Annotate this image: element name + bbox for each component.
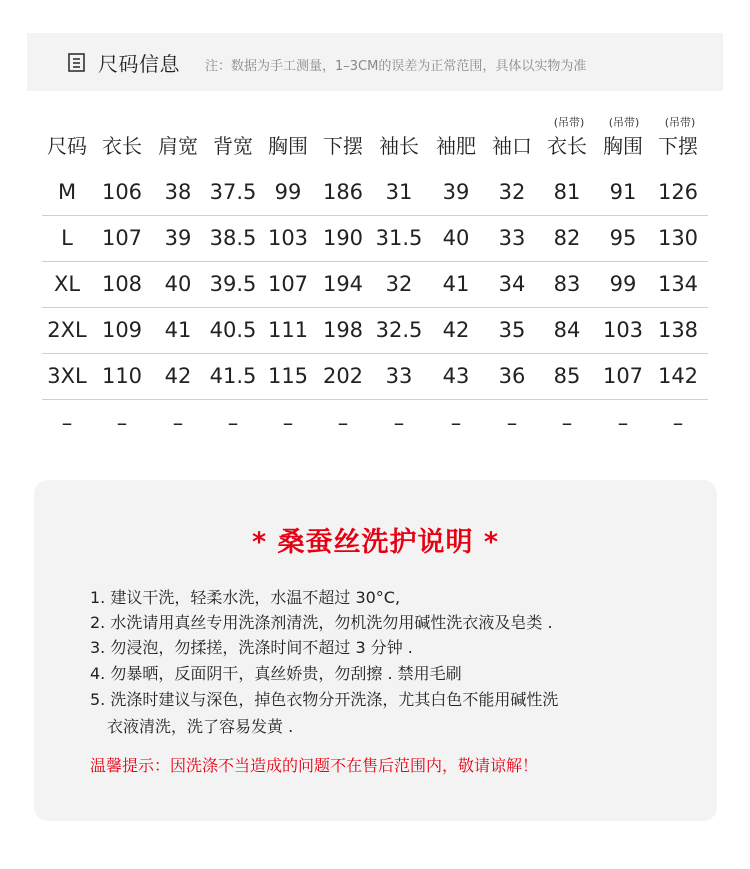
column-header: 背宽 [213,134,253,158]
table-cell: – [672,411,684,435]
table-row [42,307,708,354]
table-cell: 31 [385,180,413,204]
care-item: 1. 建议干洗，轻柔水洗，水温不超过 30°C, [90,588,401,607]
sub-label-strap: (吊带) [608,116,640,129]
table-row [42,353,708,400]
table-cell: 99 [274,180,302,204]
table-cell: 103 [602,318,644,342]
table-cell: – [227,411,239,435]
care-item: 3. 勿浸泡，勿揉搓，洗涤时间不超过 3 分钟 . [90,638,413,657]
column-header: 肩宽 [158,134,198,158]
table-cell: 81 [553,180,581,204]
column-header: 袖口 [492,134,532,158]
table-cell: 194 [322,272,364,296]
table-cell: 41 [164,318,192,342]
table-cell: 107 [267,272,309,296]
table-cell: – [61,411,73,435]
table-cell: 32 [498,180,526,204]
table-cell: 36 [498,364,526,388]
table-cell: L [61,226,73,250]
table-cell: – [561,411,573,435]
column-header: 衣长 [547,134,587,158]
table-cell: 3XL [47,364,87,388]
column-header: 胸围 [603,134,643,158]
table-cell: 41.5 [209,364,257,388]
table-cell: 41 [442,272,470,296]
table-cell: 108 [101,272,143,296]
table-cell: 107 [101,226,143,250]
table-cell: M [57,180,77,204]
care-item: 2. 水洗请用真丝专用洗涤剂清洗，勿机洗勿用碱性洗衣液及皂类 . [90,613,553,632]
table-cell: 42 [164,364,192,388]
table-cell: 84 [553,318,581,342]
warm-tip: 温馨提示：因洗涤不当造成的问题不在售后范围内，敬请谅解！ [90,756,539,775]
column-header: 袖长 [379,134,419,158]
column-header: 袖肥 [436,134,476,158]
table-cell: 34 [498,272,526,296]
table-cell: 202 [322,364,364,388]
table-cell: 37.5 [209,180,257,204]
size-info-header [27,33,723,91]
table-cell: 40 [442,226,470,250]
table-cell: – [337,411,349,435]
table-cell: 106 [101,180,143,204]
column-header: 衣长 [102,134,142,158]
table-cell: 43 [442,364,470,388]
column-header: 尺码 [47,134,87,158]
table-row [42,169,708,216]
table-cell: – [282,411,294,435]
care-title: * 桑蚕丝洗护说明 * [251,527,500,558]
table-cell: 130 [657,226,699,250]
table-cell: 42 [442,318,470,342]
table-cell: 38 [164,180,192,204]
sub-label-strap: (吊带) [553,116,585,129]
care-item: 4. 勿暴晒，反面阴干，真丝娇贵，勿刮擦 . 禁用毛刷 [90,664,462,683]
table-cell: 99 [609,272,637,296]
table-cell: 107 [602,364,644,388]
table-cell: 111 [267,318,309,342]
table-cell: 38.5 [209,226,257,250]
measurement-note: 注：数据为手工测量，1–3CM的误差为正常范围，具体以实物为准 [205,59,587,74]
table-cell: – [172,411,184,435]
table-cell: 32.5 [375,318,423,342]
table-cell: 115 [267,364,309,388]
table-cell: 186 [322,180,364,204]
table-cell: 82 [553,226,581,250]
table-cell: 85 [553,364,581,388]
table-cell: 190 [322,226,364,250]
table-cell: 33 [498,226,526,250]
table-cell: 91 [609,180,637,204]
table-cell: 83 [553,272,581,296]
care-item-continued: 衣液清洗，洗了容易发黄 . [107,717,294,736]
care-item: 5. 洗涤时建议与深色，掉色衣物分开洗涤，尤其白色不能用碱性洗 [90,690,559,709]
table-cell: 134 [657,272,699,296]
table-cell: 40 [164,272,192,296]
table-cell: 95 [609,226,637,250]
table-header-row [42,123,708,169]
table-cell: 40.5 [209,318,257,342]
table-cell: 138 [657,318,699,342]
table-row [42,261,708,308]
table-cell: 110 [101,364,143,388]
care-instructions-panel [34,480,717,821]
table-cell: – [116,411,128,435]
table-cell: – [617,411,629,435]
table-cell: 126 [657,180,699,204]
document-list-icon [68,53,85,72]
column-header: 胸围 [268,134,308,158]
section-title: 尺码信息 [98,52,180,76]
table-cell: – [450,411,462,435]
table-cell: – [506,411,518,435]
table-cell: 103 [267,226,309,250]
table-cell: 39 [164,226,192,250]
table-cell: 33 [385,364,413,388]
column-header: 下摆 [323,134,363,158]
table-row [42,400,708,446]
table-cell: 35 [498,318,526,342]
table-cell: 198 [322,318,364,342]
table-row [42,215,708,262]
table-cell: 31.5 [375,226,423,250]
sub-label-strap: (吊带) [664,116,696,129]
table-cell: 32 [385,272,413,296]
table-cell: 39.5 [209,272,257,296]
table-cell: – [393,411,405,435]
table-cell: 2XL [47,318,87,342]
table-cell: 142 [657,364,699,388]
table-cell: XL [53,272,81,296]
column-header: 下摆 [658,134,698,158]
table-cell: 39 [442,180,470,204]
table-cell: 109 [101,318,143,342]
